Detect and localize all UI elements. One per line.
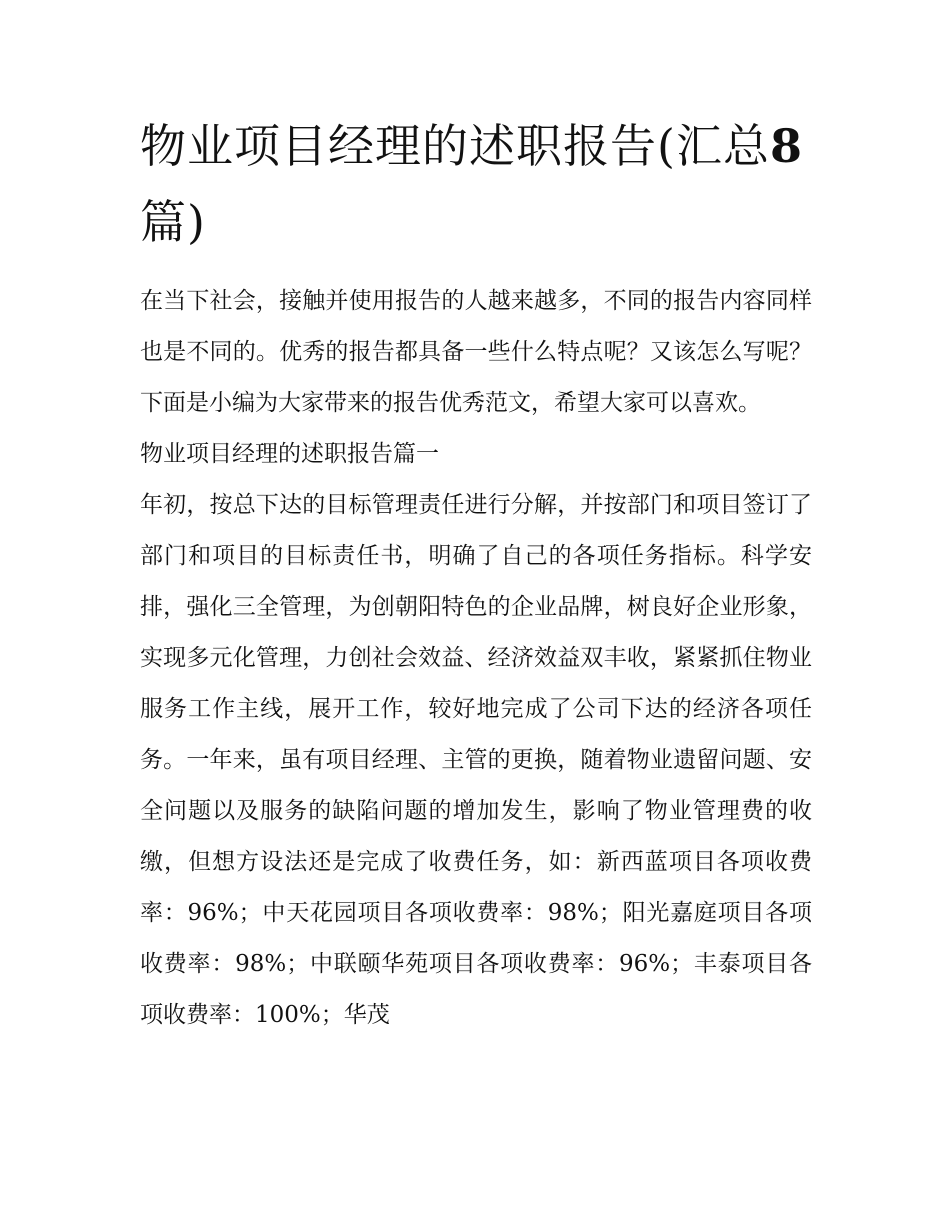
intro-paragraph: 在当下社会，接触并使用报告的人越来越多，不同的报告内容同样也是不同的。优秀的报告都具备一些什么特点呢？又该怎么写呢？下面是小编为大家带来的报告优秀范文，希望大家可以喜欢。 (140, 288, 812, 416)
body-paragraph: 年初，按总下达的目标管理责任进行分解，并按部门和项目签订了部门和项目的目标责任书，明确了自己的各项任务指标。科学安排，强化三全管理，为创朝阳特色的企业品牌，树良好企业形象，实现多元化管理，力创社会效益、经济效益双丰收，紧紧抓住物业服务工作主线，展开工作，较好地完成了公司下达的经济各项任务。一年来，虽有项目经理、主管的更换，随着物业遗留问题、安全问题以及服务的缺陷问题的增加发生，影响了物业管理费的收缴，但想方设法还是完成了收费任务，如：新西蓝项目各项收费率：96%；中天花园项目各项收费率：98%；阳光嘉庭项目各项收费率：98%；中联颐华苑项目各项收费率：96%；丰泰项目各项收费率：100%；华茂 (140, 492, 812, 1028)
document-title (140, 108, 812, 260)
title-rest: 篇) (140, 195, 206, 249)
section-heading: 物业项目经理的述职报告篇一 (140, 441, 439, 467)
document-content (140, 108, 812, 1041)
title-main: 物业项目经理的述职报告(汇总 (140, 119, 770, 173)
title-count: 8 (769, 119, 803, 173)
